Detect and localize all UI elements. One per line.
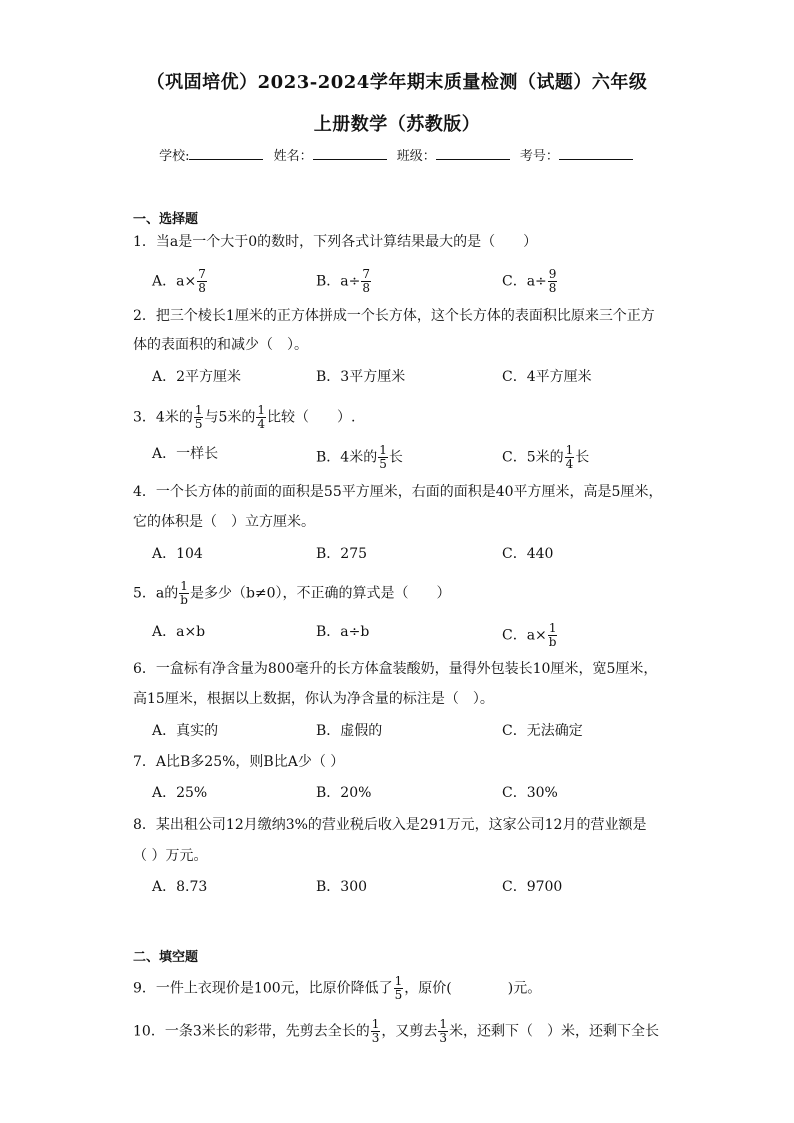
question-6-line2: 高15厘米，根据以上数据，你认为净含量的标注是（ ）。 bbox=[133, 691, 494, 707]
q4-option-a: A．104 bbox=[152, 546, 203, 562]
q4-option-c: C．440 bbox=[502, 546, 554, 562]
exam-number-blank[interactable] bbox=[559, 147, 633, 160]
question-4-line2: 它的体积是（ ）立方厘米。 bbox=[133, 514, 315, 530]
q8-option-a: A．8.73 bbox=[152, 879, 208, 895]
q6-option-b: B．虚假的 bbox=[316, 723, 383, 739]
page-title-line2: 上册数学（苏教版） bbox=[313, 114, 481, 135]
q5-option-b: B．a÷b bbox=[316, 624, 370, 640]
q2-option-c: C．4平方厘米 bbox=[502, 369, 592, 385]
question-8-line2: （ ）万元。 bbox=[133, 848, 208, 864]
q3-option-c: C．5米的 $\frac{1}{4}$ 长 bbox=[502, 443, 590, 471]
q6-option-c: C．无法确定 bbox=[502, 723, 583, 739]
student-info-row bbox=[0, 145, 794, 164]
q2-option-a: A．2平方厘米 bbox=[152, 369, 242, 385]
school-label: 学校: bbox=[159, 149, 190, 164]
q1-option-c: C．a÷ $\frac{9}{8}$ bbox=[502, 267, 557, 295]
question-2-line1: 2．把三个棱长1厘米的正方体拼成一个长方体，这个长方体的表面积比原来三个正方 bbox=[133, 308, 655, 324]
class-label: 班级： bbox=[396, 149, 436, 164]
q3-option-b: B．4米的 $\frac{1}{5}$ 长 bbox=[316, 443, 403, 471]
q1-option-b: B．a÷ $\frac{7}{8}$ bbox=[316, 267, 371, 295]
name-blank[interactable] bbox=[313, 147, 387, 160]
q2-option-b: B．3平方厘米 bbox=[316, 369, 406, 385]
question-6-line1: 6．一盒标有净含量为800毫升的长方体盒装酸奶，量得外包装长10厘米，宽5厘米， bbox=[133, 661, 658, 677]
page-title-line1: （巩固培优）2023-2024学年期末质量检测（试题）六年级 bbox=[146, 72, 648, 93]
q5-option-c: C．a× $\frac{1}{b}$ bbox=[502, 621, 557, 649]
name-label: 姓名： bbox=[273, 149, 313, 164]
question-5: 5．a的 $\frac{1}{b}$ 是多少（b≠0），不正确的算式是（ ） bbox=[133, 579, 451, 607]
question-1: 1．当a是一个大于0的数时，下列各式计算结果最大的是（ ） bbox=[133, 234, 538, 250]
q6-option-a: A．真实的 bbox=[152, 723, 219, 739]
q7-option-a: A．25% bbox=[152, 785, 208, 801]
q5-option-a: A．a×b bbox=[152, 624, 206, 640]
question-7: 7．A比B多25%，则B比A少（ ） bbox=[133, 754, 345, 770]
class-blank[interactable] bbox=[436, 147, 510, 160]
exam-number-label: 考号： bbox=[519, 149, 559, 164]
question-8-line1: 8．某出租公司12月缴纳3%的营业税后收入是291万元，这家公司12月的营业额是 bbox=[133, 817, 647, 833]
section-heading-choice: 一、选择题 bbox=[133, 212, 199, 227]
q1-option-a: A．a× $\frac{7}{8}$ bbox=[152, 267, 206, 295]
q8-option-c: C．9700 bbox=[502, 879, 563, 895]
q7-option-b: B．20% bbox=[316, 785, 372, 801]
question-2-line2: 体的表面积的和减少（ ）。 bbox=[133, 337, 308, 353]
school-blank[interactable] bbox=[189, 147, 263, 160]
q8-option-b: B．300 bbox=[316, 879, 368, 895]
q7-option-c: C．30% bbox=[502, 785, 558, 801]
section-heading-fill: 二、填空题 bbox=[133, 950, 199, 965]
question-10: 10．一条3米长的彩带，先剪去全长的 $\frac{1}{3}$ ，又剪去 $\frac{1}{3}$ 米，还剩下（ ）米，还剩下全长 bbox=[133, 1017, 660, 1045]
q4-option-b: B．275 bbox=[316, 546, 368, 562]
question-3: 3．4米的 $\frac{1}{5}$ 与5米的 $\frac{1}{4}$ 比较（ ）. bbox=[133, 403, 356, 431]
q3-option-a: A．一样长 bbox=[152, 446, 219, 462]
question-4-line1: 4．一个长方体的前面的面积是55平方厘米，右面的面积是40平方厘米，高是5厘米， bbox=[133, 484, 663, 500]
question-9: 9．一件上衣现价是100元，比原价降低了 $\frac{1}{5}$ ，原价( )元。 bbox=[133, 974, 542, 1002]
